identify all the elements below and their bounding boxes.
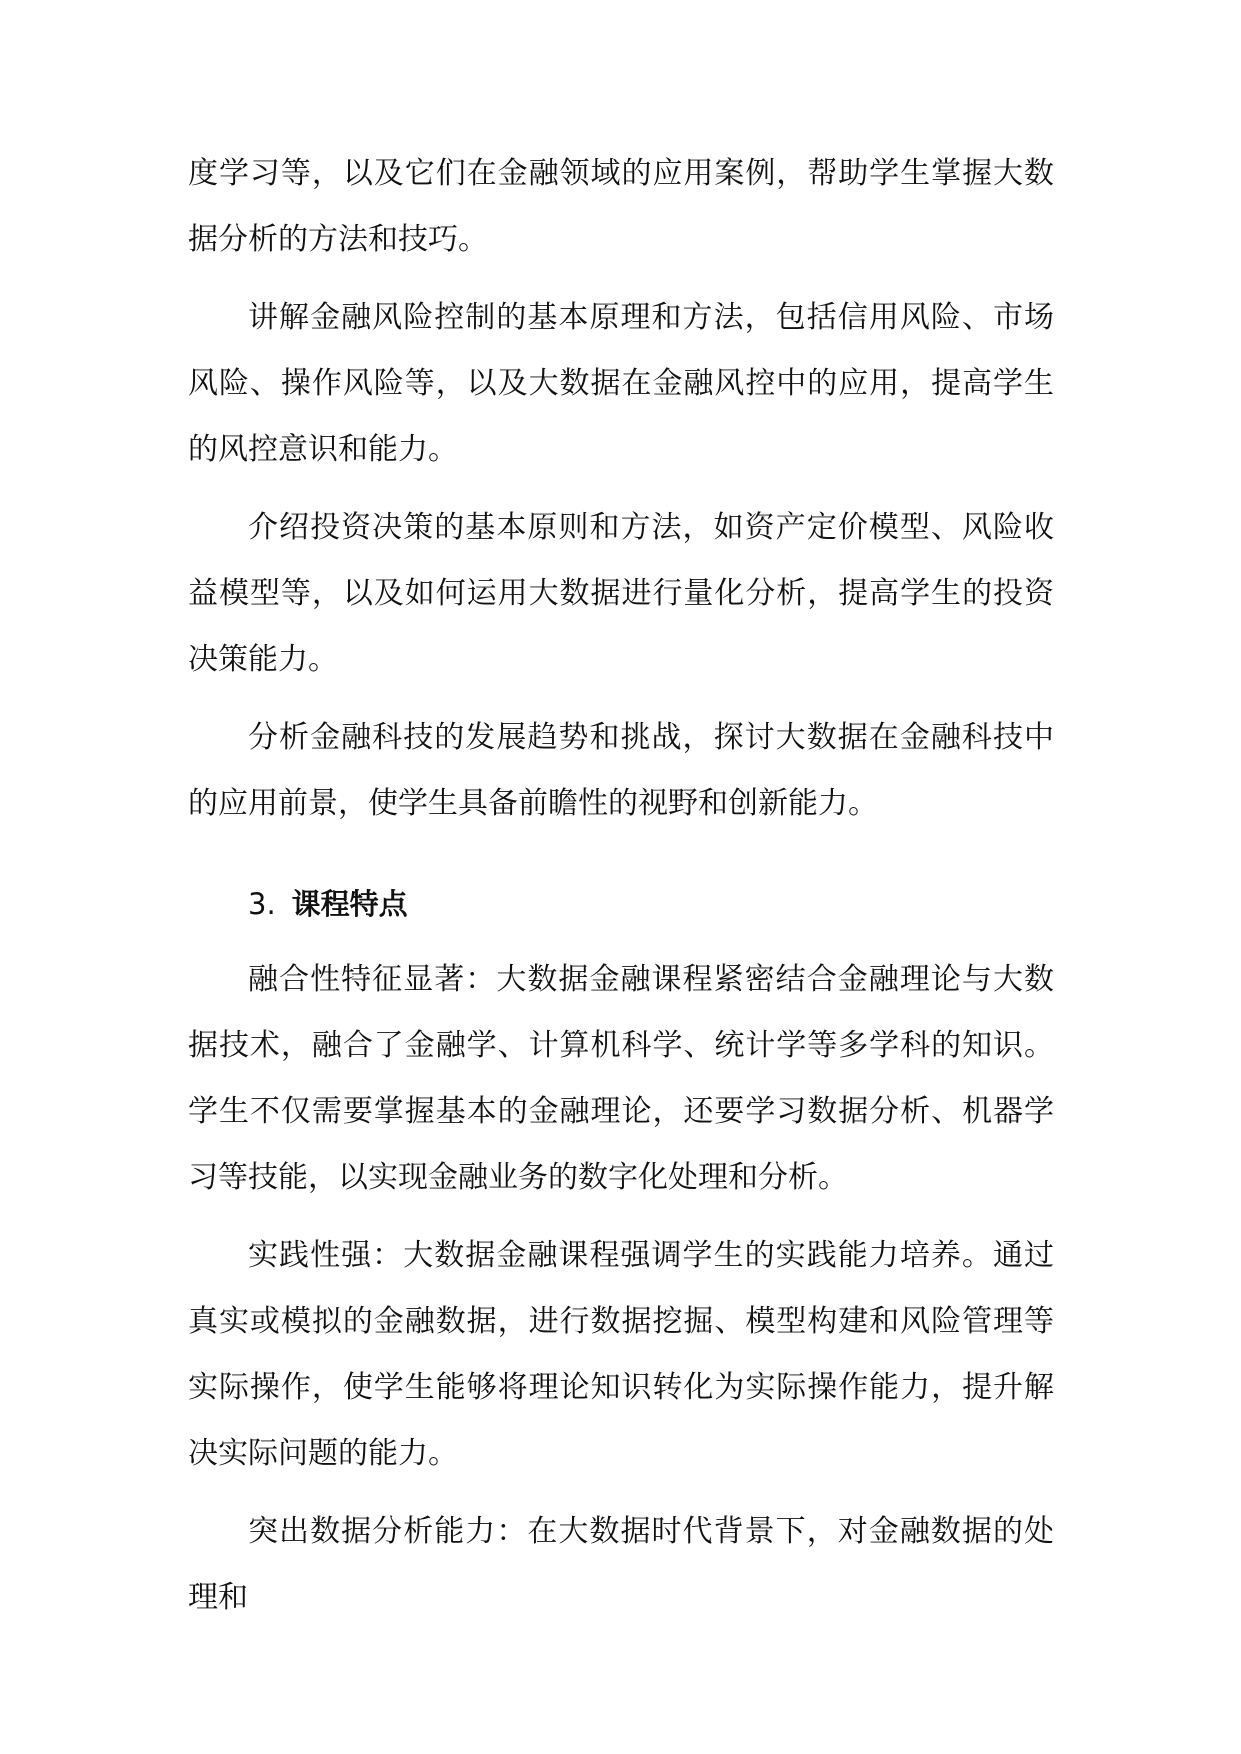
paragraph-fintech-trends: 分析金融科技的发展趋势和挑战，探讨大数据在金融科技中的应用前景，使学生具备前瞻性的视野和创新能力。 (188, 720, 1054, 821)
paragraph-data-analysis: 突出数据分析能力：在大数据时代背景下，对金融数据的处理和 (188, 1514, 1054, 1615)
section-heading (248, 871, 1054, 937)
paragraph-integration: 融合性特征显著：大数据金融课程紧密结合金融理论与大数据技术，融合了金融学、计算机科学、统计学等多学科的知识。学生不仅需要掌握基本的金融理论，还要学习数据分析、机器学习等技能，以实现金融业务的数字化处理和分析。 (188, 962, 1054, 1195)
section-number: 3. (248, 887, 276, 921)
section-title: 课程特点 (291, 887, 408, 921)
paragraph-investment-decision: 介绍投资决策的基本原则和方法，如资产定价模型、风险收益模型等，以及如何运用大数据进行量化分析，提高学生的投资决策能力。 (188, 510, 1054, 677)
document-body (188, 141, 1054, 1643)
paragraph-risk-control: 讲解金融风险控制的基本原理和方法，包括信用风险、市场风险、操作风险等，以及大数据在金融风控中的应用，提高学生的风控意识和能力。 (188, 300, 1054, 467)
paragraph-practice: 实践性强：大数据金融课程强调学生的实践能力培养。通过真实或模拟的金融数据，进行数据挖掘、模型构建和风险管理等实际操作，使学生能够将理论知识转化为实际操作能力，提升解决实际问题的能力。 (188, 1238, 1054, 1471)
paragraph-deep-learning-cases: 度学习等，以及它们在金融领域的应用案例，帮助学生掌握大数据分析的方法和技巧。 (188, 156, 1054, 257)
